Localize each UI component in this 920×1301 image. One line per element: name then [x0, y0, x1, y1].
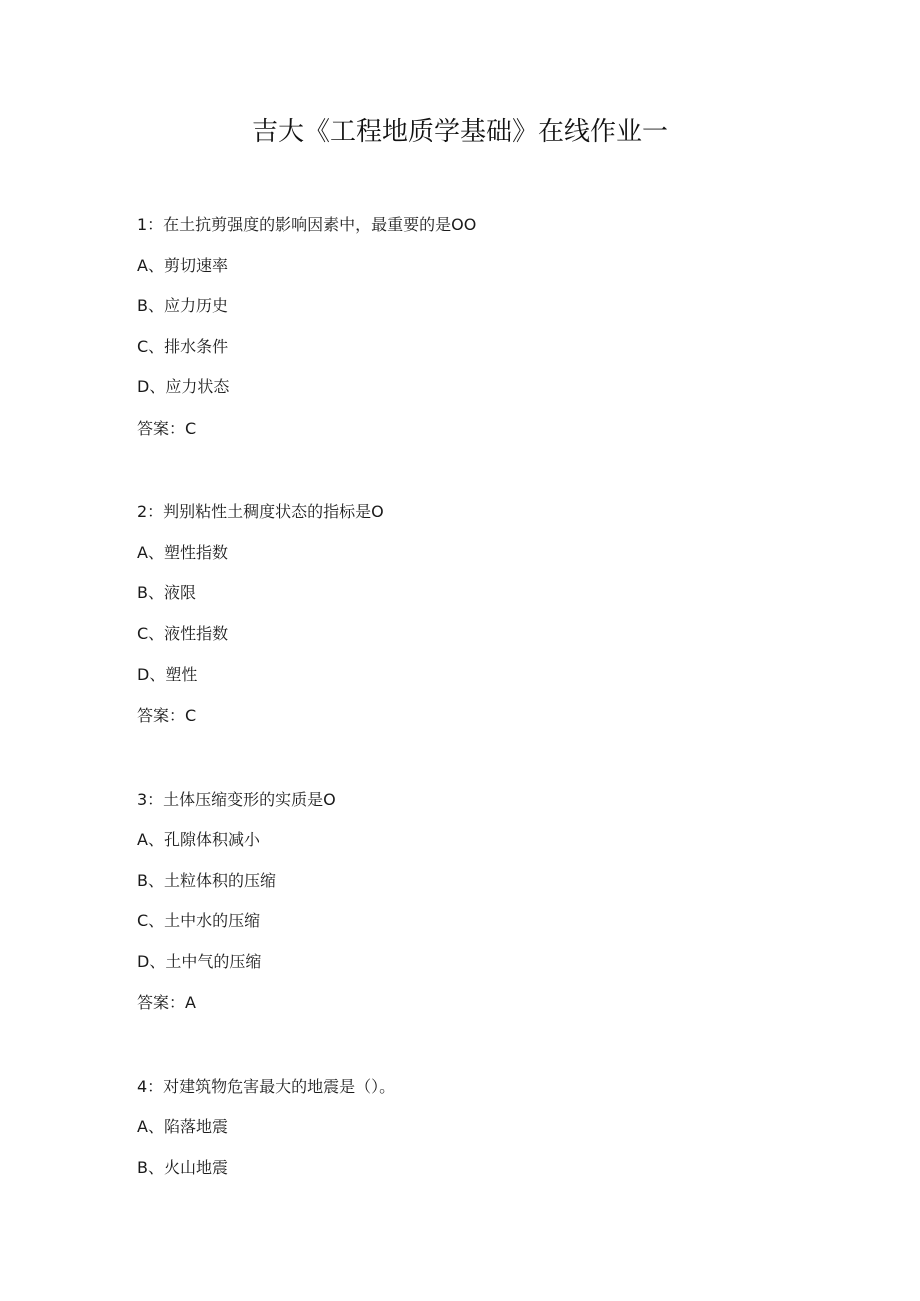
- question-1-option-b: B、应力历史: [137, 296, 228, 315]
- question-2-option-a: A、塑性指数: [137, 543, 228, 562]
- question-2-stem: 2：判别粘性土稠度状态的指标是O: [137, 502, 384, 521]
- question-1-stem: 1：在土抗剪强度的影响因素中，最重要的是OO: [137, 215, 477, 234]
- question-1-option-d: D、应力状态: [137, 377, 230, 396]
- question-4-option-a: A、陷落地震: [137, 1117, 228, 1136]
- question-3-stem: 3：土体压缩变形的实质是O: [137, 790, 336, 809]
- question-1-option-c: C、排水条件: [137, 337, 229, 356]
- question-2-option-d: D、塑性: [137, 665, 198, 684]
- question-3-answer: 答案：A: [137, 993, 196, 1012]
- question-3-option-c: C、土中水的压缩: [137, 911, 261, 930]
- question-2-option-b: B、液限: [137, 583, 196, 602]
- question-3-option-a: A、孔隙体积减小: [137, 830, 260, 849]
- question-3-option-b: B、土粒体积的压缩: [137, 871, 276, 890]
- question-3-option-d: D、土中气的压缩: [137, 952, 262, 971]
- question-2-answer: 答案：C: [137, 706, 197, 725]
- document-title: 吉大《工程地质学基础》在线作业一: [251, 117, 668, 147]
- question-4-stem: 4：对建筑物危害最大的地震是（）。: [137, 1077, 396, 1096]
- question-1-option-a: A、剪切速率: [137, 256, 228, 275]
- question-1-answer: 答案：C: [137, 419, 197, 438]
- question-4-option-b: B、火山地震: [137, 1158, 228, 1177]
- question-2-option-c: C、液性指数: [137, 624, 229, 643]
